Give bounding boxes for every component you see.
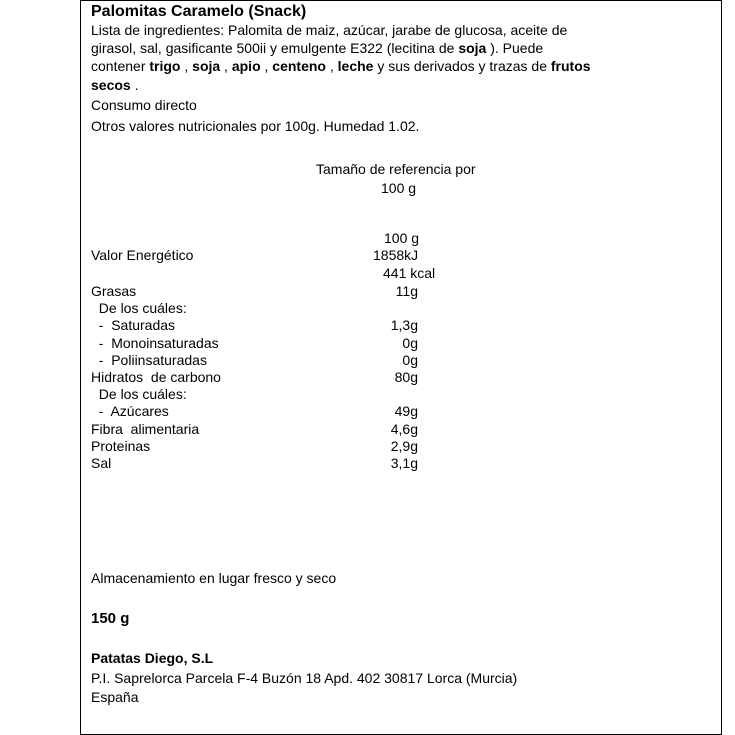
nutrition-row-value: 49g <box>394 403 418 419</box>
reference-header-1: Tamaño de referencia por <box>316 161 476 177</box>
ingredients-text: girasol, sal, gasificante 500ii y emulgente E322 (lecitina de <box>91 40 459 56</box>
nutrition-row-value: 4,6g <box>390 421 418 437</box>
allergen-leche: leche <box>337 58 374 74</box>
nutrition-row-label: Proteinas <box>91 438 151 454</box>
nutrition-row-value: 11g <box>395 283 418 299</box>
nutrition-row-value: 1,3g <box>390 317 418 333</box>
allergen-trigo: trigo <box>149 58 181 74</box>
consumption-note: Consumo directo <box>91 97 197 113</box>
nutrition-row-label: Sal <box>91 455 112 471</box>
allergen-sep: , <box>260 58 273 74</box>
company-name: Patatas Diego, S.L <box>91 650 214 666</box>
nutrition-row-value: 0g <box>402 352 418 368</box>
nutrition-row-label: - Poliinsaturadas <box>91 352 207 368</box>
energy-kcal: 441 kcal <box>383 265 436 281</box>
allergen-sep: , <box>325 58 338 74</box>
nutrition-row-label: - Saturadas <box>91 317 176 333</box>
storage-note: Almacenamiento en lugar fresco y seco <box>91 570 337 586</box>
nutrition-row-label: Hidratos de carbono <box>91 369 221 385</box>
nutrition-row-value: 80g <box>394 369 418 385</box>
nutrition-row-label: De los cuáles: <box>91 300 187 316</box>
other-values-note: Otros valores nutricionales por 100g. Humedad 1.02. <box>91 118 420 134</box>
allergen-end: . <box>130 77 139 93</box>
allergen-centeno: centeno <box>272 58 326 74</box>
product-title: Palomitas Caramelo (Snack) <box>91 3 307 20</box>
allergen-soja-2: soja <box>192 58 221 74</box>
allergen-text: contener <box>91 58 150 74</box>
allergens-line <box>91 58 591 75</box>
energy-kj: 1858kJ <box>373 247 419 263</box>
allergens-line-2 <box>91 77 138 94</box>
nutrition-row-label: Fibra alimentaria <box>91 421 200 437</box>
ingredients-text: ). Puede <box>486 40 544 56</box>
allergen-secos: secos <box>91 77 131 93</box>
nutrition-row-value: 3,1g <box>390 455 418 471</box>
allergen-frutos: frutos <box>550 58 591 74</box>
nutrition-row-label: De los cuáles: <box>91 386 187 402</box>
company-country: España <box>91 689 139 705</box>
allergen-sep: , <box>220 58 232 74</box>
nutrition-row-label: - Azúcares <box>91 403 169 419</box>
nutrition-row-label: Grasas <box>91 283 137 299</box>
nutrition-row-label: - Monoinsaturadas <box>91 335 219 351</box>
allergen-text: y sus derivados y trazas de <box>373 58 551 74</box>
allergen-sep: , <box>180 58 193 74</box>
allergen-apio: apio <box>231 58 261 74</box>
nutrition-row-value: 0g <box>402 335 418 351</box>
company-address: P.I. Saprelorca Parcela F-4 Buzón 18 Apd. 402 30817 Lorca (Murcia) <box>91 670 518 686</box>
energy-label: Valor Energético <box>91 247 194 263</box>
ingredients-line-2 <box>91 40 543 57</box>
nutrition-row-value: 2,9g <box>390 438 418 454</box>
reference-header-2: 100 g <box>381 180 417 196</box>
net-weight: 150 g <box>91 610 130 627</box>
ingredients-line-1: Lista de ingredientes: Palomita de maiz, azúcar, jarabe de glucosa, aceite de <box>91 22 568 38</box>
column-header: 100 g <box>384 230 420 246</box>
allergen-soja-1: soja <box>458 40 487 56</box>
